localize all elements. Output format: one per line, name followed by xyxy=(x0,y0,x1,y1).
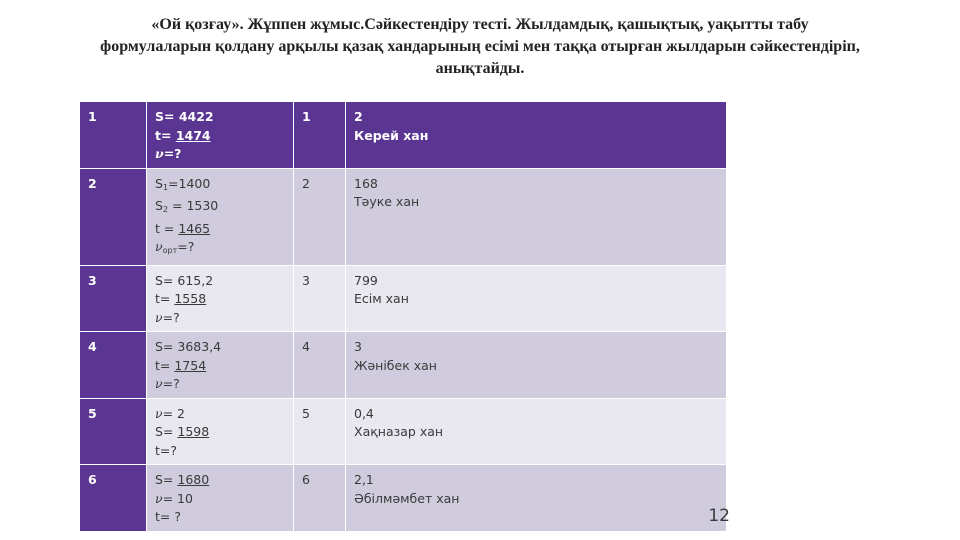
khan-name: Жәнібек хан xyxy=(354,357,437,373)
problem-line: = 2 xyxy=(162,405,186,421)
answer-cell xyxy=(346,398,727,465)
answer-value: 168 xyxy=(354,175,378,191)
table-row-2 xyxy=(80,168,727,265)
table-row-1 xyxy=(80,102,727,169)
answer-number: 5 xyxy=(294,398,346,465)
problem-line: t=? xyxy=(155,442,178,458)
answer-number: 1 xyxy=(294,102,346,169)
problem-line: S= xyxy=(155,424,178,439)
answer-number: 3 xyxy=(294,265,346,332)
answer-cell xyxy=(346,168,727,265)
row-index: 2 xyxy=(80,168,147,265)
table-row-3 xyxy=(80,265,727,332)
row-index: 5 xyxy=(80,398,147,465)
problem-line: S= 4422 xyxy=(155,109,214,124)
slide-title: «Ой қозғау». Жұппен жұмыс.Сәйкестендіру тесті. Жылдамдық, қашықтық, уақытты табу формулаларын қолдану арқылы қазақ хандарының есімі мен таққа отырған жылдарын сәйкестендіріп, анықтайды. xyxy=(100,16,860,77)
answer-cell xyxy=(346,265,727,332)
answer-value: 2,1 xyxy=(354,472,374,487)
underlined-year: 1598 xyxy=(177,424,210,439)
underlined-year: 1474 xyxy=(175,127,211,143)
velocity-symbol: ν xyxy=(155,405,163,421)
khan-name: Тәуке хан xyxy=(354,194,420,209)
problem-cell xyxy=(147,332,294,399)
answer-value: 3 xyxy=(354,339,362,354)
matching-table xyxy=(79,101,727,532)
problem-line: = 10 xyxy=(162,490,193,506)
problem-line: S= 3683,4 xyxy=(155,339,222,354)
row-index: 3 xyxy=(80,265,147,332)
problem-line: t= ? xyxy=(155,509,181,524)
answer-cell xyxy=(346,102,727,169)
table-row-6 xyxy=(80,465,727,532)
answer-value: 799 xyxy=(354,272,378,288)
answer-number: 4 xyxy=(294,332,346,399)
velocity-symbol: ν xyxy=(155,309,163,325)
velocity-symbol: ν xyxy=(155,146,164,161)
subscript: орт xyxy=(162,246,178,255)
table-row-4 xyxy=(80,332,727,399)
khan-name: Есім хан xyxy=(354,291,409,306)
khan-name: Керей хан xyxy=(354,127,429,143)
answer-cell xyxy=(346,332,727,399)
problem-line: =? xyxy=(163,146,182,161)
answer-cell xyxy=(346,465,727,532)
problem-cell xyxy=(147,398,294,465)
problem-line: =? xyxy=(177,239,195,254)
problem-line: t= xyxy=(155,357,175,373)
answer-number: 6 xyxy=(294,465,346,532)
row-index: 4 xyxy=(80,332,147,399)
row-index: 1 xyxy=(80,102,147,169)
khan-name: Әбілмәмбет хан xyxy=(354,490,460,506)
problem-cell xyxy=(147,465,294,532)
problem-line: S= 615,2 xyxy=(155,272,214,288)
problem-cell xyxy=(147,102,294,169)
problem-line: S xyxy=(155,175,163,191)
row-index: 6 xyxy=(80,465,147,532)
problem-cell xyxy=(147,168,294,265)
subscript: 1 xyxy=(162,182,169,192)
answer-number: 2 xyxy=(294,168,346,265)
velocity-symbol: ν xyxy=(155,376,163,391)
problem-line: t= xyxy=(155,291,175,306)
problem-line: = 1530 xyxy=(168,198,219,213)
underlined-year: 1558 xyxy=(174,291,207,306)
table-row-5 xyxy=(80,398,727,465)
subscript: 2 xyxy=(162,205,169,214)
underlined-year: 1754 xyxy=(174,357,207,373)
answer-value: 0,4 xyxy=(354,405,374,421)
problem-line: t= xyxy=(155,127,176,143)
problem-line: =? xyxy=(162,376,180,391)
problem-line: t = xyxy=(155,220,179,236)
problem-cell xyxy=(147,265,294,332)
problem-line: =1400 xyxy=(168,175,211,191)
velocity-symbol: ν xyxy=(155,490,163,506)
problem-line: S xyxy=(155,198,163,213)
underlined-year: 1680 xyxy=(177,472,210,487)
khan-name: Хақназар хан xyxy=(354,424,444,439)
problem-line: S= xyxy=(155,472,178,487)
velocity-symbol: ν xyxy=(155,239,163,254)
underlined-year: 1465 xyxy=(178,220,211,236)
answer-value: 2 xyxy=(354,109,363,124)
problem-line: =? xyxy=(162,309,180,325)
page-number: 12 xyxy=(708,506,730,526)
